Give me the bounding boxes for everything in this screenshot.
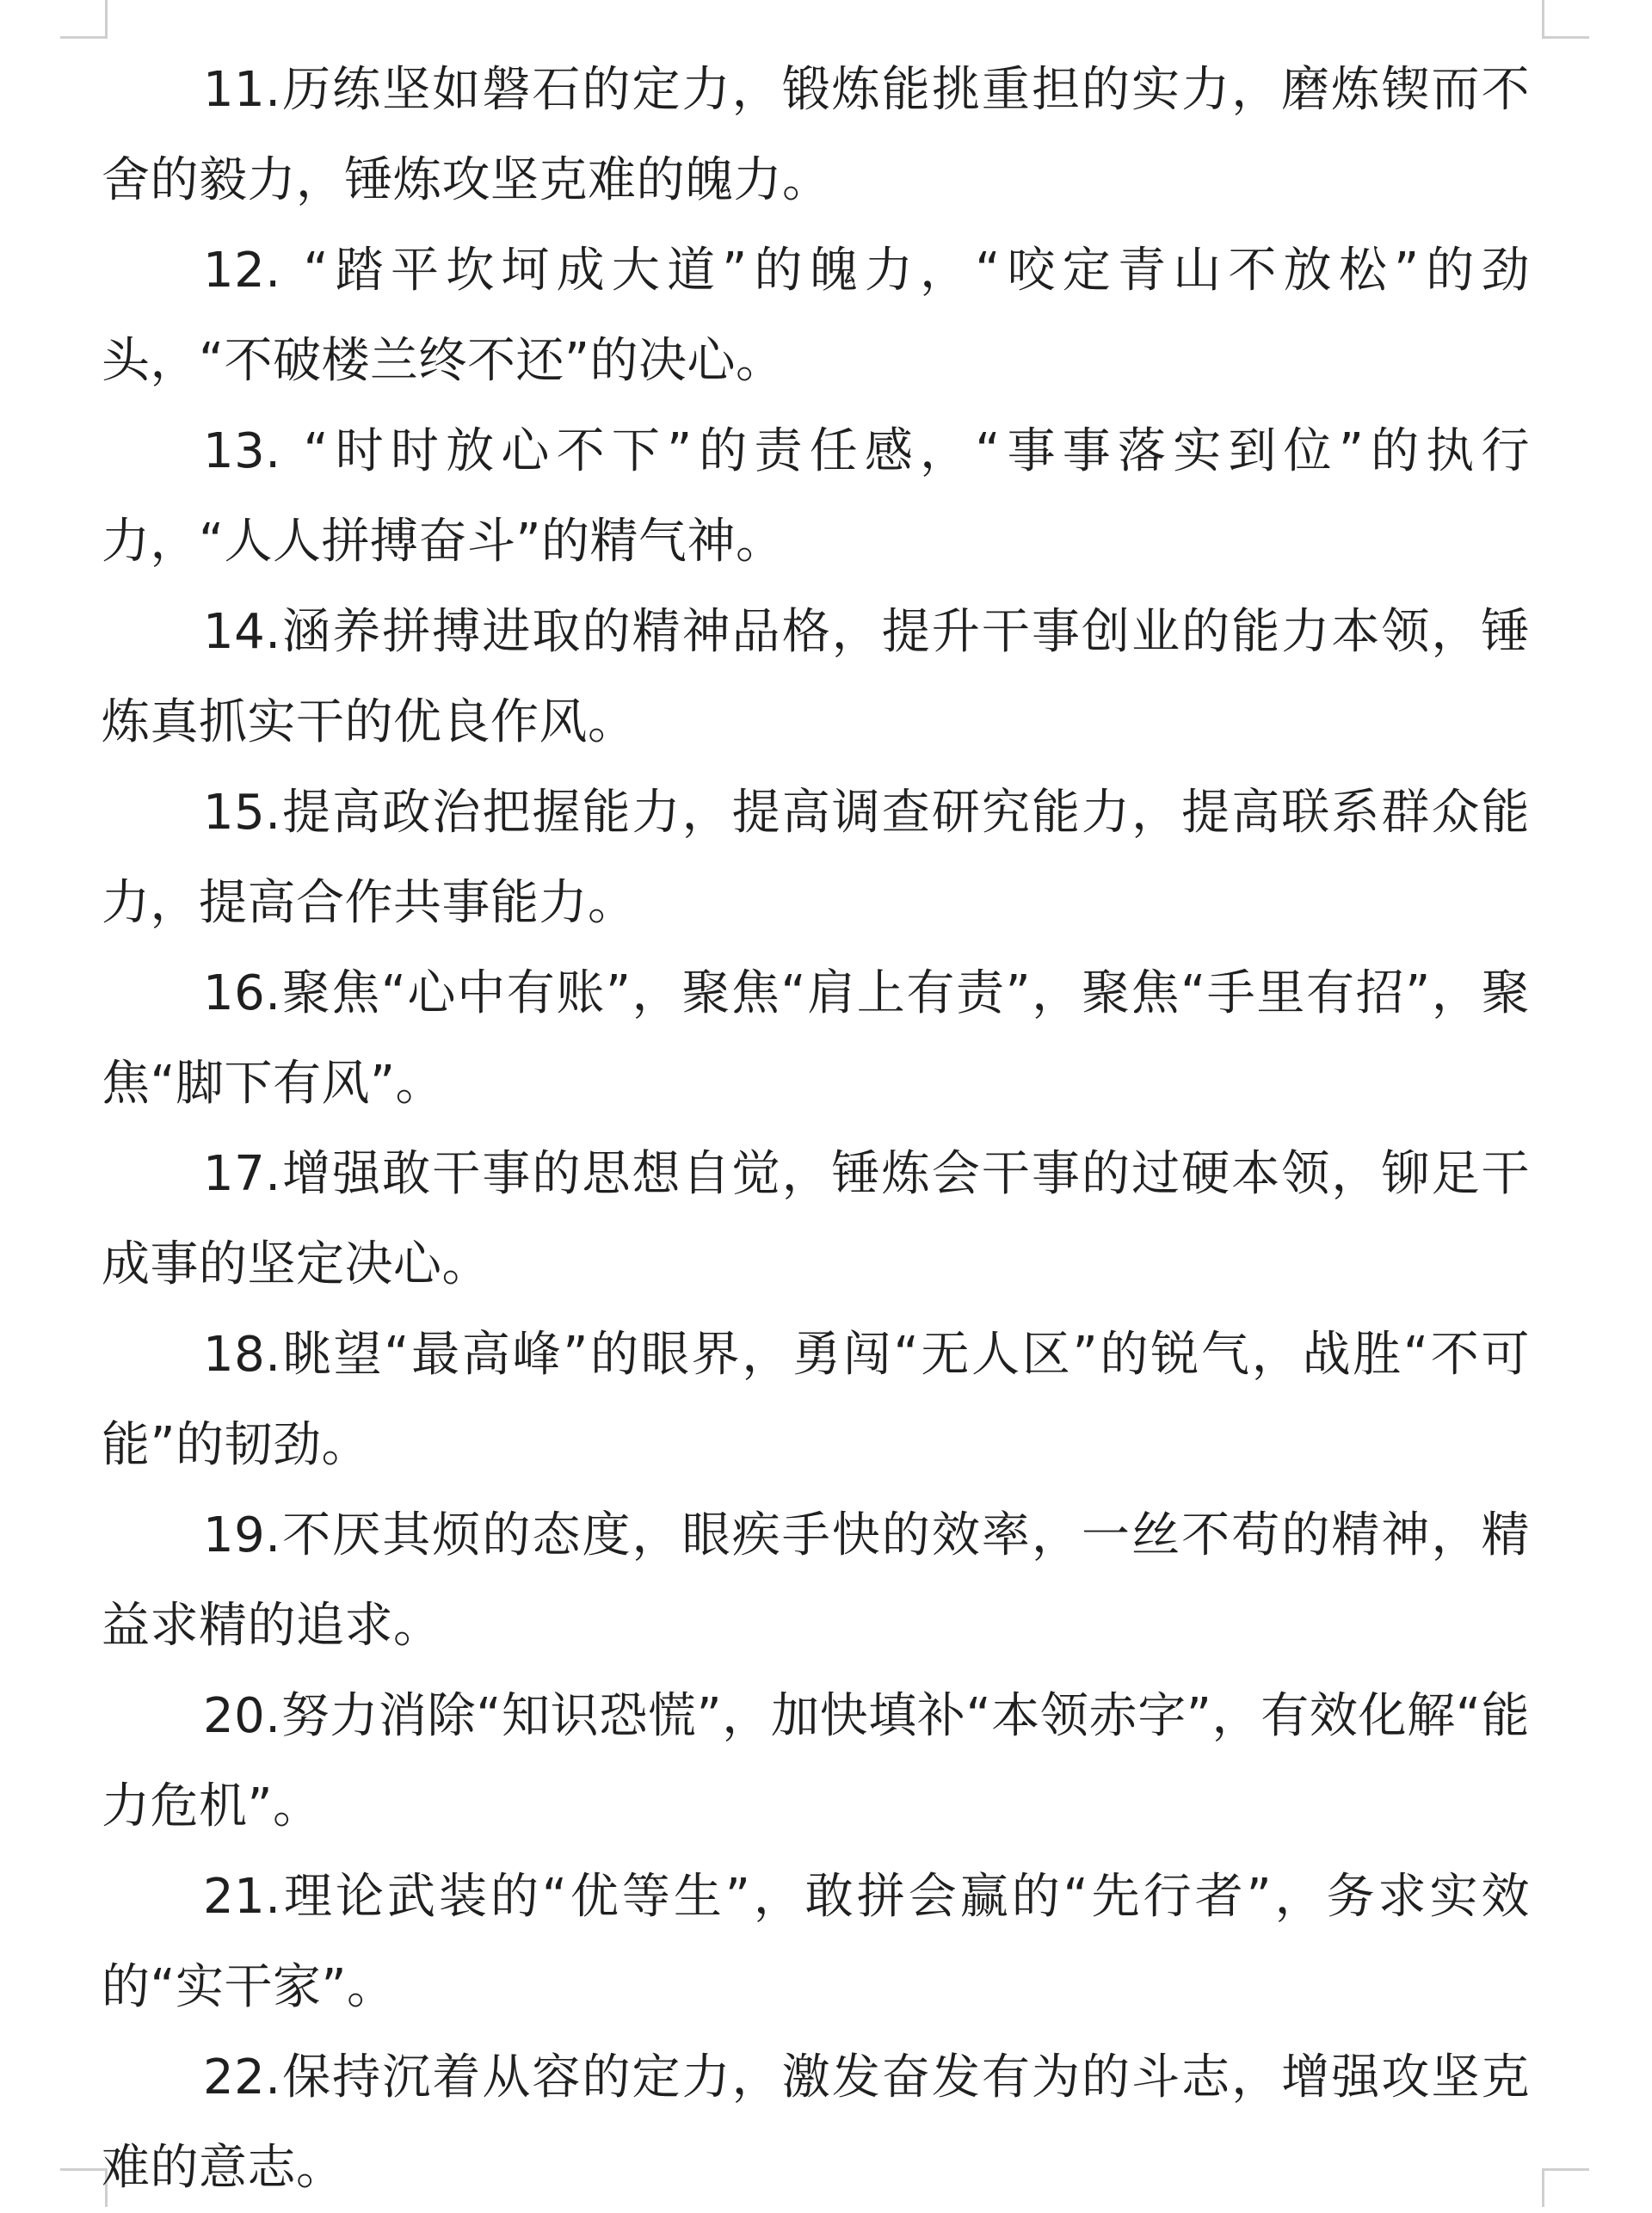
paragraph-17: 17.增强敢干事的思想自觉，锤炼会干事的过硬本领，铆足干成事的坚定决心。: [102, 1146, 1530, 1292]
paragraph-22: 22.保持沉着从容的定力，激发奋发有为的斗志，增强攻坚克难的意志。: [102, 2050, 1530, 2196]
paragraph-20: 20.努力消除“知识恐慌”，加快填补“本领赤字”，有效化解“能力危机”。: [102, 1688, 1530, 1834]
paragraph-14: 14.涵养拼搏进取的精神品格，提升干事创业的能力本领，锤炼真抓实干的优良作风。: [102, 604, 1530, 750]
paragraph-19: 19.不厌其烦的态度，眼疾手快的效率，一丝不苟的精神，精益求精的追求。: [102, 1507, 1530, 1654]
paragraph-18: 18.眺望“最高峰”的眼界，勇闯“无人区”的锐气，战胜“不可能”的韧劲。: [102, 1327, 1530, 1473]
crop-mark-bottom-right: [1542, 2168, 1589, 2207]
paragraph-11: 11.历练坚如磐石的定力，锻炼能挑重担的实力，磨炼锲而不舍的毅力，锤炼攻坚克难的魄力。: [102, 62, 1530, 208]
paragraph-12: 12. “踏平坎坷成大道”的魄力，“咬定青山不放松”的劲头，“不破楼兰终不还”的决心。: [102, 243, 1530, 389]
crop-mark-top-left: [60, 0, 108, 39]
paragraph-21: 21.理论武装的“优等生”，敢拼会赢的“先行者”，务求实效的“实干家”。: [102, 1869, 1530, 2015]
crop-mark-top-right: [1542, 0, 1589, 39]
paragraph-16: 16.聚焦“心中有账”，聚焦“肩上有责”，聚焦“手里有招”，聚焦“脚下有风”。: [102, 965, 1530, 1112]
paragraph-15: 15.提高政治把握能力，提高调查研究能力，提高联系群众能力，提高合作共事能力。: [102, 785, 1530, 931]
document-body: [102, 45, 1530, 2213]
crop-mark-bottom-left: [60, 2168, 108, 2207]
paragraph-13: 13. “时时放心不下”的责任感，“事事落实到位”的执行力，“人人拼搏奋斗”的精气神。: [102, 423, 1531, 570]
